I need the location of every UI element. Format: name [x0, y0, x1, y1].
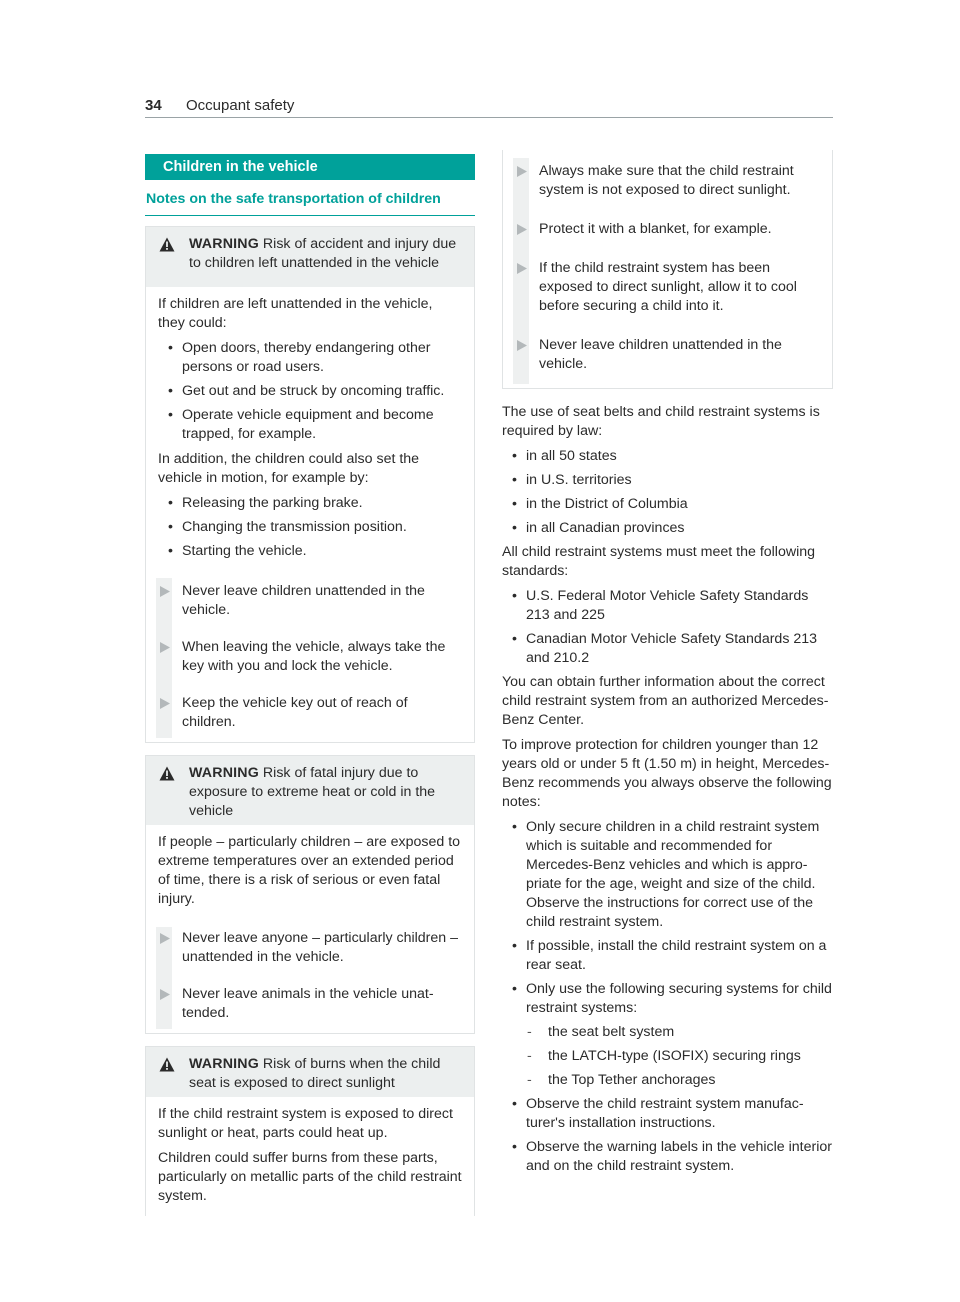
- action-text: Always make sure that the child restraint system is not exposed to direct sunlight.: [539, 163, 794, 198]
- list-item-text: in the District of Columbia: [526, 496, 688, 512]
- bullet-icon: •: [168, 495, 173, 511]
- notes-list: [502, 818, 833, 1018]
- bullet-icon: •: [168, 519, 173, 535]
- warning-body: [146, 825, 474, 919]
- list-item-text: in all Canadian provinces: [526, 520, 685, 536]
- list-item-text: Starting the vehicle.: [182, 543, 307, 559]
- bullet-icon: •: [512, 448, 517, 464]
- list-item: [502, 519, 833, 538]
- bullet-icon: •: [512, 981, 517, 997]
- arrow-right-icon: [515, 165, 528, 178]
- right-column: [502, 150, 833, 1181]
- page-header: [145, 94, 833, 118]
- list-item-text: Releasing the parking brake.: [182, 495, 363, 511]
- warning-label: WARNING: [189, 236, 259, 252]
- arrow-right-icon: [158, 932, 171, 945]
- warning-box-temperature: [145, 755, 475, 1034]
- arrow-right-icon: [515, 262, 528, 275]
- list-item-text: Open doors, thereby endangering other persons or road users.: [182, 340, 431, 375]
- warning-text: If people – particularly children – are exposed to extreme temperatures over an extended period of time, there is a risk of serious or even fatal injury.: [158, 834, 461, 907]
- warning-triangle-icon: [159, 237, 175, 252]
- list-item-text: If possible, install the child restraint system on a rear seat.: [526, 938, 827, 973]
- list-item: [502, 587, 833, 625]
- list-item-text: the Top Tether anchorages: [548, 1072, 716, 1088]
- list-item: [502, 447, 833, 466]
- warning-text: If the child restraint system is exposed to direct sunlight or heat, parts could heat up.: [158, 1106, 453, 1141]
- warning-body: [146, 1097, 474, 1216]
- warning-intro-2: In addition, the children could also set the vehicle in motion, for example by:: [158, 451, 420, 486]
- action-steps: [146, 570, 474, 742]
- paragraph: To improve protection for children younger than 12 years old or under 5 ft (1.50 m) in height, Mercedes-Benz recommends you always observe the following notes:: [502, 737, 832, 810]
- list-item-text: Get out and be struck by oncoming traffic.: [182, 383, 445, 399]
- list-item: [158, 406, 462, 444]
- bullet-icon: •: [512, 819, 517, 835]
- arrow-right-icon: [158, 641, 171, 654]
- notes-list-2: [502, 1095, 833, 1176]
- warning-headline: Risk of accident and injury due to children left unattended in the vehicle: [189, 236, 457, 271]
- law-list: [502, 447, 833, 538]
- list-item-text: Changing the transmission position.: [182, 519, 407, 535]
- list-item: [158, 494, 462, 513]
- bullet-icon: •: [512, 631, 517, 647]
- list-item: [502, 495, 833, 514]
- action-steps: [146, 919, 474, 1033]
- action-text: When leaving the vehicle, always take the key with you and lock the vehicle.: [182, 639, 446, 674]
- warning-box-unattended: [145, 226, 475, 743]
- list-item: [158, 542, 462, 561]
- bullet-icon: •: [512, 496, 517, 512]
- list-item: [158, 518, 462, 537]
- action-step: [146, 688, 474, 738]
- action-step: [146, 979, 474, 1029]
- action-step: [503, 330, 832, 380]
- bullet-icon: •: [512, 472, 517, 488]
- bullet-icon: •: [168, 383, 173, 399]
- subsection-title: Notes on the safe transportation of children: [145, 190, 475, 216]
- action-text: Never leave children unattended in the vehicle.: [539, 337, 782, 372]
- section-title: Children in the vehicle: [145, 154, 475, 180]
- action-text: If the child restraint system has been exposed to direct sunlight, allow it to cool before securing a child into it.: [539, 260, 797, 314]
- standards-list: [502, 587, 833, 668]
- warning-header: [146, 756, 474, 825]
- paragraph: The use of seat belts and child restraint systems is required by law:: [502, 404, 820, 439]
- list-item: [158, 382, 462, 401]
- paragraph: You can obtain further information about the correct child restraint system from an authorized Mercedes-Benz Center.: [502, 674, 829, 728]
- motion-list: [158, 494, 462, 561]
- list-item: [502, 818, 833, 932]
- paragraph: All child restraint systems must meet the following standards:: [502, 544, 816, 579]
- warning-body: [146, 287, 474, 570]
- bullet-icon: •: [168, 407, 173, 423]
- page-number: 34: [145, 97, 162, 114]
- bullet-icon: •: [512, 1139, 517, 1155]
- list-item-text: U.S. Federal Motor Vehicle Safety Standards 213 and 225: [526, 588, 809, 623]
- list-item: [502, 1138, 833, 1176]
- action-step: [503, 156, 832, 214]
- hazard-list: [158, 339, 462, 444]
- action-text: Never leave anyone – particularly children – unattended in the vehicle.: [182, 930, 459, 965]
- bullet-icon: •: [512, 588, 517, 604]
- warning-triangle-icon: [159, 766, 175, 781]
- action-step: [503, 253, 832, 330]
- arrow-right-icon: [515, 339, 528, 352]
- list-item-text: the seat belt system: [548, 1024, 675, 1040]
- warning-label: WARNING: [189, 765, 259, 781]
- list-item: [524, 1047, 833, 1066]
- bullet-icon: •: [168, 543, 173, 559]
- list-item: [524, 1023, 833, 1042]
- action-step: [503, 214, 832, 253]
- warning-headline: Risk of burns when the child seat is exposed to direct sunlight: [189, 1056, 441, 1091]
- arrow-right-icon: [158, 697, 171, 710]
- page-title: Occupant safety: [186, 97, 295, 114]
- list-item: [502, 630, 833, 668]
- warning-triangle-icon: [159, 1057, 175, 1072]
- warning-box-burns: [145, 1046, 475, 1216]
- main-text: [502, 403, 833, 1176]
- action-steps: [502, 150, 833, 389]
- warning-label: WARNING: [189, 1056, 259, 1072]
- list-item-text: Observe the warning labels in the vehicle interior and on the child restraint system.: [526, 1139, 832, 1174]
- dash-icon: -: [527, 1048, 532, 1064]
- warning-headline: Risk of fatal injury due to exposure to extreme heat or cold in the vehicle: [189, 765, 436, 819]
- list-item: [502, 980, 833, 1018]
- warning-header: [146, 227, 474, 287]
- arrow-right-icon: [158, 585, 171, 598]
- action-step: [146, 632, 474, 688]
- list-item: [502, 471, 833, 490]
- warning-intro: If children are left unattended in the vehicle, they could:: [158, 296, 433, 331]
- bullet-icon: •: [512, 520, 517, 536]
- action-step: [146, 576, 474, 632]
- list-item-text: Observe the child restraint system manufacturer's installation instructions.: [526, 1096, 804, 1131]
- action-text: Keep the vehicle key out of reach of children.: [182, 695, 408, 730]
- list-item: [158, 339, 462, 377]
- arrow-right-icon: [515, 223, 528, 236]
- list-item-text: Canadian Motor Vehicle Safety Standards 213 and 210.2: [526, 631, 818, 666]
- bullet-icon: •: [512, 1096, 517, 1112]
- action-text: Never leave children unattended in the vehicle.: [182, 583, 425, 618]
- left-column: [145, 154, 475, 1216]
- warning-header: [146, 1047, 474, 1097]
- dash-icon: -: [527, 1072, 532, 1088]
- dash-icon: -: [527, 1024, 532, 1040]
- warning-text: Children could suffer burns from these parts, particularly on metallic parts of the child restraint system.: [158, 1150, 462, 1204]
- list-item: [502, 1095, 833, 1133]
- list-item-text: the LATCH-type (ISOFIX) securing rings: [548, 1048, 801, 1064]
- list-item-text: in U.S. territories: [526, 472, 632, 488]
- list-item-text: in all 50 states: [526, 448, 617, 464]
- securing-systems-list: [524, 1023, 833, 1090]
- bullet-icon: •: [168, 340, 173, 356]
- list-item: [502, 937, 833, 975]
- action-step: [146, 923, 474, 979]
- list-item-text: Only use the following securing systems for child restraint systems:: [526, 981, 832, 1016]
- action-text: Protect it with a blanket, for example.: [539, 221, 772, 237]
- list-item-text: Only secure children in a child restraint system which is suitable and recommended for Mercedes-Benz vehicles and which is appropriate for the age, weight and size of the child. Observe the instructions for correct use of the child restraint system.: [526, 819, 820, 930]
- arrow-right-icon: [158, 988, 171, 1001]
- list-item: [524, 1071, 833, 1090]
- list-item-text: Operate vehicle equipment and become trapped, for example.: [182, 407, 434, 442]
- action-text: Never leave animals in the vehicle unattended.: [182, 986, 434, 1021]
- bullet-icon: •: [512, 938, 517, 954]
